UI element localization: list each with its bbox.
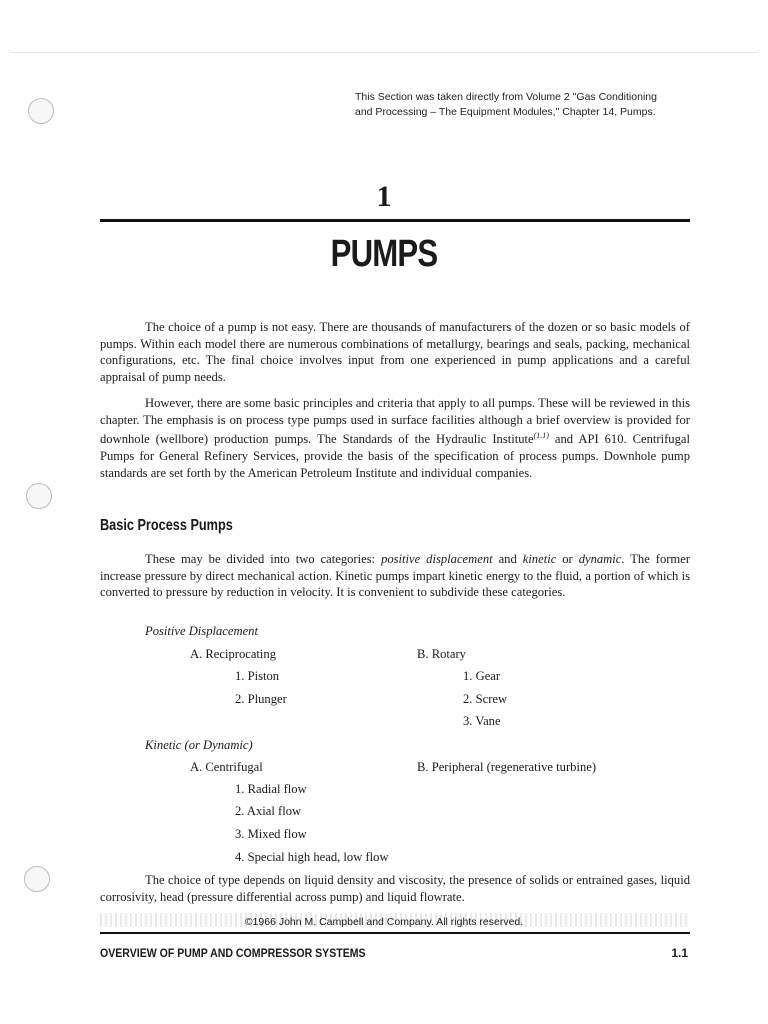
intro-paragraph-text: The choice of a pump is not easy. There are thousands of manufacturers of the dozen or so basic models of pumps. Within each model there are numerous combinations of metallurgy, bearings and seals, packing, mechanical configurations, etc. The final choice involves input from one experienced in pump applications and a careful appraisal of pump needs.	[100, 320, 690, 384]
section-paragraph	[100, 551, 690, 601]
term-kinetic: kinetic	[522, 552, 557, 566]
page-number: 1.1	[671, 946, 688, 960]
closing-paragraph	[100, 872, 690, 905]
section-text-4: . The former increase pressure by direct mechanical action. Kinetic pumps impart kinetic energy to the fluid, a portion of which is converted to pressure by reduction in velocity. It is convenient to subdivide these categories.	[100, 552, 691, 600]
binder-hole-bottom	[24, 866, 50, 892]
term-positive-displacement: positive displacement	[381, 552, 493, 566]
intro-paragraph-2	[100, 395, 690, 481]
source-note-line1: This Section was taken directly from Volume 2 "Gas Conditioning	[355, 91, 657, 103]
subcategory-centrifugal: A. Centrifugal	[190, 760, 263, 774]
source-note-line2: and Processing – The Equipment Modules," Chapter 14, Pumps.	[355, 106, 656, 118]
chapter-title: PUMPS	[330, 233, 438, 275]
item-radial-flow: 1. Radial flow	[235, 782, 307, 796]
item-axial-flow: 2. Axial flow	[235, 804, 302, 818]
item-screw: 2. Screw	[463, 692, 508, 706]
para2-text-end: and API 610. Centrifugal Pumps for General Refinery Services, provide the basis of the specification of process pumps. Downhole pump standards are set forth by the American Petroleum Institute and individual companies.	[100, 432, 690, 480]
section-text-1: These may be divided into two categories:	[145, 552, 382, 566]
binder-hole-top	[28, 98, 54, 124]
section-heading: Basic Process Pumps	[100, 517, 233, 534]
item-mixed-flow: 3. Mixed flow	[235, 827, 307, 841]
subcategory-rotary: B. Rotary	[417, 647, 466, 661]
footer-title: OVERVIEW OF PUMP AND COMPRESSOR SYSTEMS	[100, 946, 366, 960]
citation-superscript: (1.1)	[533, 431, 549, 441]
intro-paragraph-1	[100, 319, 690, 385]
category-kinetic: Kinetic (or Dynamic)	[145, 738, 253, 752]
chapter-rule	[100, 219, 690, 222]
section-text-2: and	[492, 552, 523, 566]
item-vane: 3. Vane	[463, 714, 501, 728]
term-dynamic: dynamic	[578, 552, 622, 566]
item-special-high-head: 4. Special high head, low flow	[235, 850, 389, 864]
section-text-3: or	[556, 552, 579, 566]
chapter-number: 1	[376, 180, 392, 213]
subcategory-peripheral: B. Peripheral (regenerative turbine)	[417, 760, 597, 774]
category-positive-displacement: Positive Displacement	[145, 624, 258, 638]
item-gear: 1. Gear	[463, 669, 501, 683]
footer-rule	[100, 932, 690, 934]
scan-edge-line	[10, 52, 758, 53]
item-piston: 1. Piston	[235, 669, 280, 683]
binder-hole-middle	[26, 483, 52, 509]
closing-paragraph-text: The choice of type depends on liquid density and viscosity, the presence of solids or entrained gases, liquid corrosivity, head (pressure differential across pump) and liquid flowrate.	[100, 873, 690, 904]
para2-text-start: However, there are some basic principles and criteria that apply to all pumps. These will be reviewed in this chapter. The emphasis is on process type pumps used in surface facilities although a brief overview is provided for downhole (wellbore) production pumps. The Standards of the Hydraulic Institute	[100, 396, 690, 447]
source-note	[355, 90, 695, 120]
subcategory-reciprocating: A. Reciprocating	[190, 647, 277, 661]
copyright-notice: ©1966 John M. Campbell and Company. All rights reserved.	[244, 916, 524, 928]
item-plunger: 2. Plunger	[235, 692, 287, 706]
